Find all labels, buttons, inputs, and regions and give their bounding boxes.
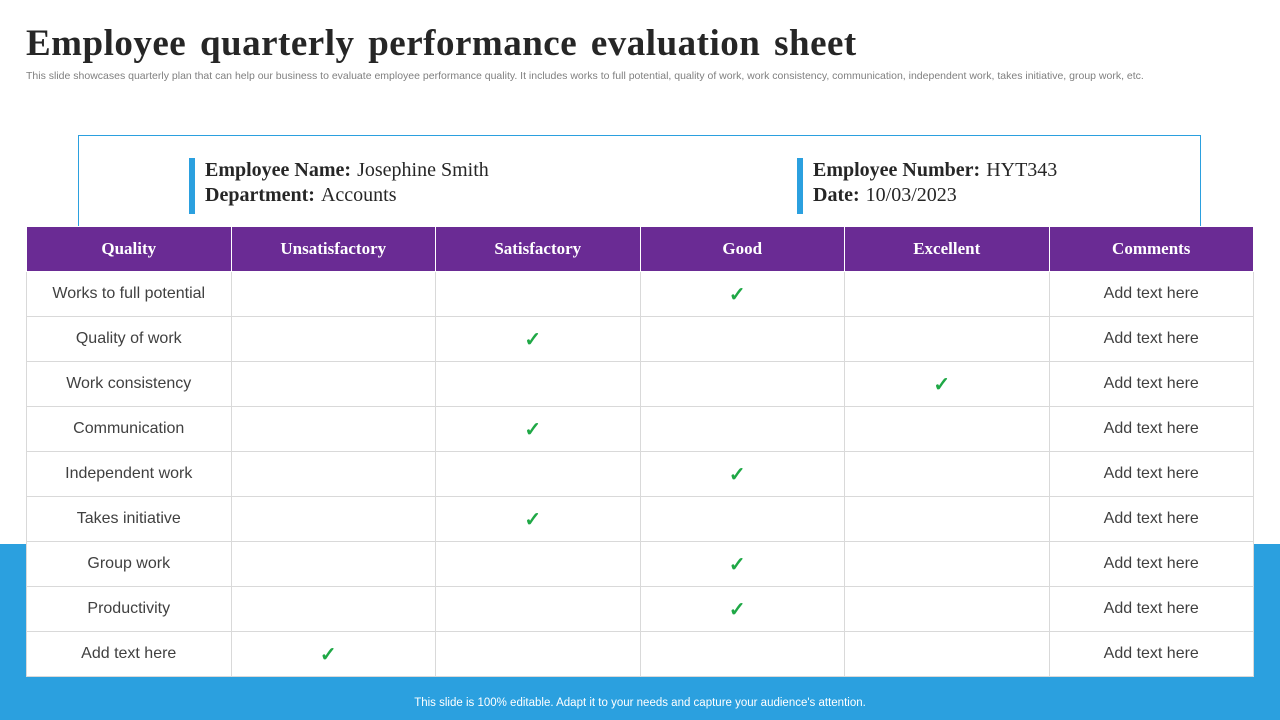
rating-cell-excellent[interactable] <box>845 632 1050 677</box>
rating-cell-good[interactable] <box>640 452 845 497</box>
checkmark-icon: ✓ <box>728 463 746 486</box>
comment-cell[interactable]: Add text here <box>1049 407 1254 452</box>
rating-cell-satisfactory[interactable] <box>436 497 641 542</box>
rating-cell-excellent[interactable] <box>845 497 1050 542</box>
header-excellent: Excellent <box>845 227 1050 272</box>
date-label: Date: <box>813 184 860 206</box>
evaluation-table <box>26 226 1254 677</box>
rating-cell-excellent[interactable] <box>845 362 1050 407</box>
rating-cell-unsatisfactory[interactable] <box>231 542 436 587</box>
employee-name-value[interactable]: Josephine Smith <box>357 159 489 181</box>
quality-cell[interactable]: Quality of work <box>27 317 232 362</box>
checkmark-icon: ✓ <box>319 643 337 666</box>
rating-cell-unsatisfactory[interactable] <box>231 407 436 452</box>
page-subtitle: This slide showcases quarterly plan that can help our business to evaluate employee performance quality. It includes works to full potential, quality of work, work consistency, communication, independent work, takes initiative, group work, etc. <box>26 70 1144 82</box>
quality-cell[interactable]: Group work <box>27 542 232 587</box>
header-quality: Quality <box>27 227 232 272</box>
rating-cell-satisfactory[interactable] <box>436 362 641 407</box>
comment-cell[interactable]: Add text here <box>1049 452 1254 497</box>
comment-cell[interactable]: Add text here <box>1049 542 1254 587</box>
rating-cell-unsatisfactory[interactable] <box>231 272 436 317</box>
table-body <box>27 272 1254 677</box>
employee-name-label: Employee Name: <box>205 159 352 181</box>
quality-cell[interactable]: Works to full potential <box>27 272 232 317</box>
rating-cell-good[interactable] <box>640 542 845 587</box>
checkmark-icon: ✓ <box>933 373 951 396</box>
table-row <box>27 497 1254 542</box>
table-header-row <box>27 227 1254 272</box>
rating-cell-excellent[interactable] <box>845 587 1050 632</box>
rating-cell-satisfactory[interactable] <box>436 452 641 497</box>
employee-name-line <box>205 158 489 183</box>
rating-cell-good[interactable] <box>640 497 845 542</box>
checkmark-icon: ✓ <box>728 598 746 621</box>
comment-cell[interactable]: Add text here <box>1049 587 1254 632</box>
rating-cell-unsatisfactory[interactable] <box>231 317 436 362</box>
checkmark-icon: ✓ <box>524 418 542 441</box>
rating-cell-satisfactory[interactable] <box>436 407 641 452</box>
comment-cell[interactable]: Add text here <box>1049 632 1254 677</box>
department-value[interactable]: Accounts <box>320 184 397 206</box>
quality-cell[interactable]: Add text here <box>27 632 232 677</box>
rating-cell-good[interactable] <box>640 587 845 632</box>
date-value[interactable]: 10/03/2023 <box>865 184 957 206</box>
rating-cell-unsatisfactory[interactable] <box>231 362 436 407</box>
quality-cell[interactable]: Productivity <box>27 587 232 632</box>
rating-cell-good[interactable] <box>640 362 845 407</box>
table-row <box>27 587 1254 632</box>
date-line <box>813 183 1057 208</box>
header-unsatisfactory: Unsatisfactory <box>231 227 436 272</box>
comment-cell[interactable]: Add text here <box>1049 272 1254 317</box>
comment-cell[interactable]: Add text here <box>1049 362 1254 407</box>
department-label: Department: <box>205 184 315 206</box>
quality-cell[interactable]: Takes initiative <box>27 497 232 542</box>
rating-cell-satisfactory[interactable] <box>436 587 641 632</box>
table-row <box>27 317 1254 362</box>
comment-cell[interactable]: Add text here <box>1049 497 1254 542</box>
checkmark-icon: ✓ <box>728 283 746 306</box>
rating-cell-good[interactable] <box>640 317 845 362</box>
quality-cell[interactable]: Communication <box>27 407 232 452</box>
quality-cell[interactable]: Work consistency <box>27 362 232 407</box>
rating-cell-satisfactory[interactable] <box>436 542 641 587</box>
header-comments: Comments <box>1049 227 1254 272</box>
checkmark-icon: ✓ <box>524 328 542 351</box>
footer-note: This slide is 100% editable. Adapt it to your needs and capture your audience's attention. <box>414 697 866 709</box>
comment-cell[interactable]: Add text here <box>1049 317 1254 362</box>
table-row <box>27 542 1254 587</box>
rating-cell-excellent[interactable] <box>845 407 1050 452</box>
department-line <box>205 183 489 208</box>
rating-cell-unsatisfactory[interactable] <box>231 632 436 677</box>
table-row <box>27 632 1254 677</box>
rating-cell-excellent[interactable] <box>845 542 1050 587</box>
employee-number-value[interactable]: HYT343 <box>986 159 1058 181</box>
rating-cell-good[interactable] <box>640 632 845 677</box>
rating-cell-unsatisfactory[interactable] <box>231 497 436 542</box>
quality-cell[interactable]: Independent work <box>27 452 232 497</box>
rating-cell-unsatisfactory[interactable] <box>231 587 436 632</box>
employee-info-box <box>78 135 1201 235</box>
rating-cell-good[interactable] <box>640 407 845 452</box>
table-row <box>27 452 1254 497</box>
rating-cell-excellent[interactable] <box>845 452 1050 497</box>
page-title: Employee quarterly performance evaluation sheet <box>26 23 857 64</box>
table-row <box>27 407 1254 452</box>
rating-cell-satisfactory[interactable] <box>436 632 641 677</box>
checkmark-icon: ✓ <box>524 508 542 531</box>
rating-cell-excellent[interactable] <box>845 272 1050 317</box>
employee-number-line <box>813 158 1057 183</box>
rating-cell-satisfactory[interactable] <box>436 272 641 317</box>
table-row <box>27 272 1254 317</box>
rating-cell-good[interactable] <box>640 272 845 317</box>
employee-info-left <box>189 158 489 214</box>
employee-number-label: Employee Number: <box>813 159 981 181</box>
rating-cell-excellent[interactable] <box>845 317 1050 362</box>
employee-info-right <box>797 158 1057 214</box>
rating-cell-satisfactory[interactable] <box>436 317 641 362</box>
header-satisfactory: Satisfactory <box>436 227 641 272</box>
checkmark-icon: ✓ <box>728 553 746 576</box>
header-good: Good <box>640 227 845 272</box>
rating-cell-unsatisfactory[interactable] <box>231 452 436 497</box>
table-row <box>27 362 1254 407</box>
